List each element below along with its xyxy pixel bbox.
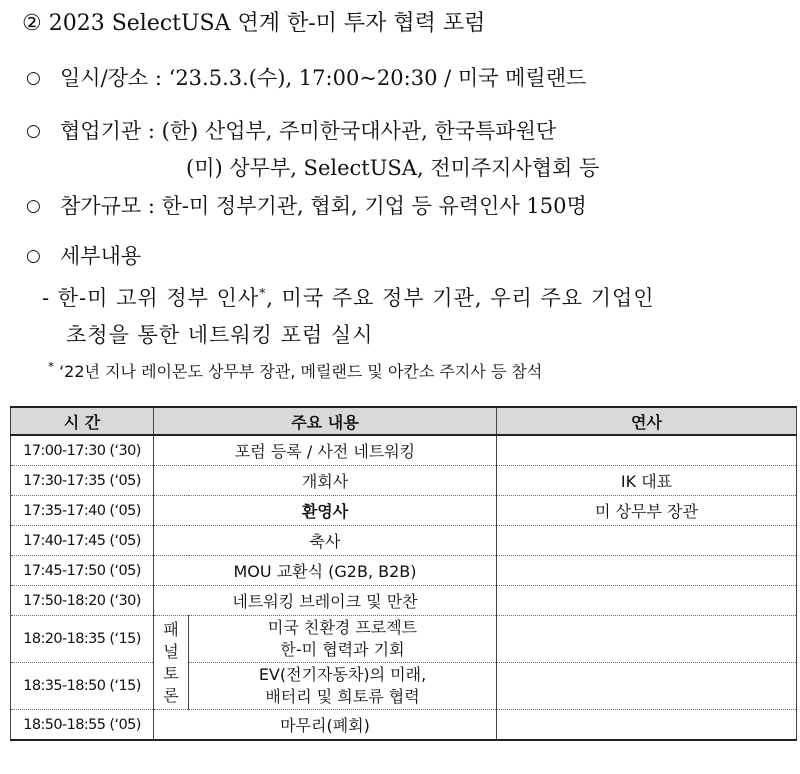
time-cell: 18:50-18:55 (‘05) xyxy=(11,710,154,741)
content-cell: 개회사 xyxy=(154,466,497,496)
bullet-circle: ○ xyxy=(26,68,41,88)
speaker-cell xyxy=(497,556,797,586)
bullet-circle: ○ xyxy=(26,196,41,216)
table-row xyxy=(11,496,797,526)
panel-label-char: 패 xyxy=(163,619,179,639)
footnote-mark: * xyxy=(48,359,54,374)
time-cell: 17:00-17:30 (‘30) xyxy=(11,435,154,466)
partners-text-korea: 협업기관 : (한) 산업부, 주미한국대사관, 한국특파원단 xyxy=(60,119,557,143)
table-row xyxy=(11,435,797,466)
bullet-circle: ○ xyxy=(26,121,41,141)
content-cell: 포럼 등록 / 사전 네트워킹 xyxy=(154,435,497,466)
table-header-row xyxy=(11,407,797,435)
header-content: 주요 내용 xyxy=(154,407,497,435)
details-label: 세부내용 xyxy=(60,244,142,268)
panel-topic-cell xyxy=(189,616,497,663)
detail-line-2: 초청을 통한 네트워킹 포럼 실시 xyxy=(66,323,374,347)
partners-line xyxy=(26,115,556,145)
footnote-mark: * xyxy=(259,286,267,300)
datetime-text: 일시/장소 : ‘23.5.3.(수), 17:00~20:30 / 미국 메릴랜드 xyxy=(60,66,587,90)
speaker-cell xyxy=(497,526,797,556)
table-row xyxy=(11,616,797,663)
scale-line xyxy=(26,190,587,220)
speaker-cell xyxy=(497,586,797,616)
panel-topic-line: 미국 친환경 프로젝트 xyxy=(267,618,418,637)
table-row xyxy=(11,586,797,616)
table-row xyxy=(11,663,797,710)
speaker-cell xyxy=(497,710,797,741)
table-row xyxy=(11,556,797,586)
header-time: 시 간 xyxy=(11,407,154,435)
header-speaker: 연사 xyxy=(497,407,797,435)
speaker-cell: 미 상무부 장관 xyxy=(497,496,797,526)
partners-text-us: (미) 상무부, SelectUSA, 전미주지사협회 등 xyxy=(186,156,600,180)
content-cell: 축사 xyxy=(154,526,497,556)
schedule-table xyxy=(10,406,797,741)
detail-text-1b: , 미국 주요 정부 기관, 우리 주요 기업인 xyxy=(266,286,655,310)
detail-line-1 xyxy=(42,282,655,312)
table-row xyxy=(11,710,797,741)
footnote xyxy=(48,359,542,382)
time-cell: 18:20-18:35 (‘15) xyxy=(11,616,154,663)
panel-label-char: 토 xyxy=(163,663,179,683)
section-title: ② 2023 SelectUSA 연계 한-미 투자 협력 포럼 xyxy=(22,11,486,36)
content-cell: 마무리(폐회) xyxy=(154,710,497,741)
scale-text: 참가규모 : 한-미 정부기관, 협회, 기업 등 유력인사 150명 xyxy=(60,194,587,218)
bullet-circle: ○ xyxy=(26,246,41,266)
panel-topic-line: EV(전기자동차)의 미래, xyxy=(258,665,427,684)
panel-topic-line: 한-미 협력과 기회 xyxy=(280,640,405,659)
panel-topic-line: 배터리 및 희토류 협력 xyxy=(265,687,420,706)
table-row xyxy=(11,526,797,556)
table-row xyxy=(11,466,797,496)
speaker-cell xyxy=(497,616,797,663)
content-cell: 환영사 xyxy=(154,496,497,526)
detail-text-1a: - 한-미 고위 정부 인사 xyxy=(42,286,260,310)
speaker-cell: IK 대표 xyxy=(497,466,797,496)
panel-label-char: 널 xyxy=(163,641,179,661)
time-cell: 17:30-17:35 (‘05) xyxy=(11,466,154,496)
panel-label xyxy=(154,616,189,710)
time-cell: 17:45-17:50 (‘05) xyxy=(11,556,154,586)
datetime-line xyxy=(26,62,586,92)
panel-label-char: 론 xyxy=(163,685,179,705)
details-line xyxy=(26,240,141,270)
speaker-cell xyxy=(497,663,797,710)
time-cell: 17:35-17:40 (‘05) xyxy=(11,496,154,526)
footnote-text: ‘22년 지나 레이몬도 상무부 장관, 메릴랜드 및 아칸소 주지사 등 참석 xyxy=(54,362,543,381)
content-cell: MOU 교환식 (G2B, B2B) xyxy=(154,556,497,586)
speaker-cell xyxy=(497,435,797,466)
time-cell: 17:40-17:45 (‘05) xyxy=(11,526,154,556)
time-cell: 17:50-18:20 (‘30) xyxy=(11,586,154,616)
time-cell: 18:35-18:50 (‘15) xyxy=(11,663,154,710)
panel-topic-cell xyxy=(189,663,497,710)
content-cell: 네트워킹 브레이크 및 만찬 xyxy=(154,586,497,616)
